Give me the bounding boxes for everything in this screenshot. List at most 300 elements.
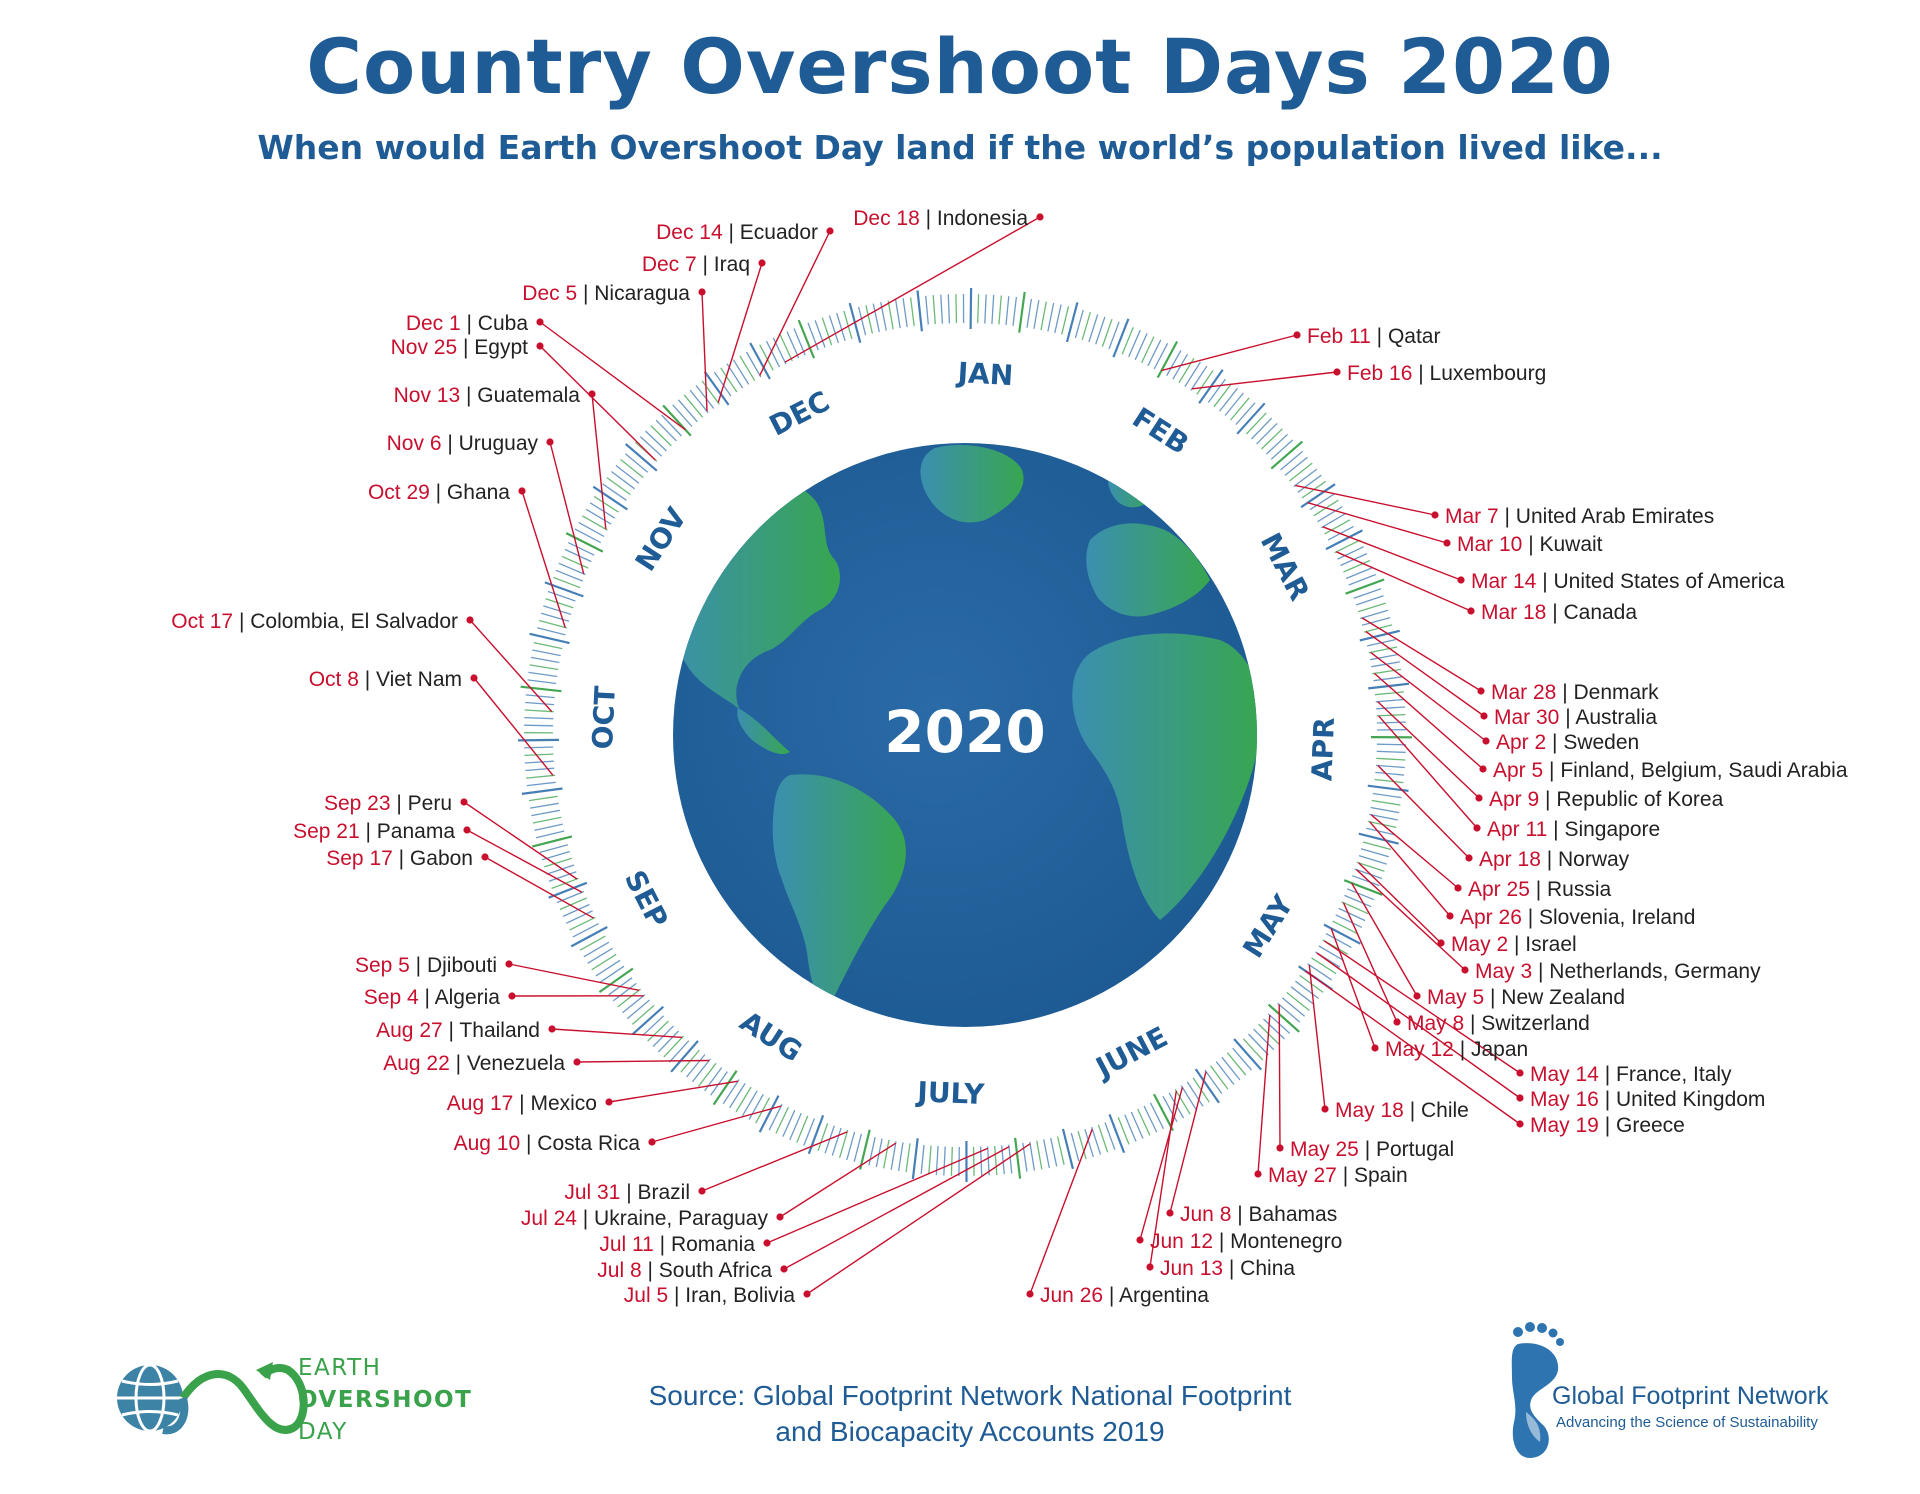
day-tick xyxy=(1376,758,1405,760)
day-tick xyxy=(1098,1125,1107,1153)
source-line-1: Source: Global Footprint Network National Footprint xyxy=(648,1380,1292,1411)
leader-dot xyxy=(1516,1069,1523,1076)
leader-dot xyxy=(1276,1144,1283,1151)
entry-label xyxy=(1530,1063,1732,1086)
entry-date: May 8 xyxy=(1407,1012,1465,1035)
entry-country: | Ukraine, Paraguay xyxy=(576,1207,768,1230)
entry-date: Jul 31 xyxy=(564,1181,621,1204)
entry-country: | Luxembourg xyxy=(1412,362,1547,385)
entry-date: Mar 10 xyxy=(1457,533,1523,556)
day-tick xyxy=(530,803,559,808)
leader-dot xyxy=(463,826,470,833)
day-tick xyxy=(651,426,672,446)
leader-dot xyxy=(508,992,515,999)
country-entry xyxy=(1307,325,1440,348)
entry-date: Nov 6 xyxy=(386,432,442,455)
entry-label xyxy=(391,336,529,359)
day-tick xyxy=(1167,351,1181,376)
day-tick xyxy=(693,1059,711,1082)
country-entry xyxy=(454,1132,641,1155)
country-entry xyxy=(1040,1284,1209,1307)
day-tick xyxy=(1357,862,1385,871)
day-tick xyxy=(656,420,676,441)
day-tick xyxy=(1376,707,1405,709)
day-tick xyxy=(646,431,667,451)
country-entry xyxy=(1491,681,1659,704)
entry-label xyxy=(564,1181,690,1204)
day-tick xyxy=(1034,300,1039,329)
entry-label xyxy=(1475,960,1761,983)
day-tick xyxy=(684,395,703,417)
day-tick xyxy=(596,960,620,976)
entry-date: Mar 14 xyxy=(1471,570,1537,593)
day-tick xyxy=(547,865,575,874)
country-entry xyxy=(1479,848,1630,871)
day-tick xyxy=(747,352,761,377)
country-entry xyxy=(1335,1099,1469,1122)
leader-dot xyxy=(758,259,765,266)
entry-label xyxy=(1427,986,1625,1009)
month-label-jan: JAN xyxy=(956,356,1015,393)
day-tick xyxy=(527,782,556,785)
entry-date: Nov 25 xyxy=(390,336,458,359)
entry-label xyxy=(1268,1164,1408,1187)
day-tick xyxy=(832,1128,841,1156)
day-tick xyxy=(1154,1094,1173,1130)
entry-country: | Argentina xyxy=(1103,1284,1209,1307)
entry-country: | Venezuela xyxy=(449,1052,565,1075)
leader-dot xyxy=(1146,1263,1153,1270)
leader-dot xyxy=(573,1058,580,1065)
country-entry xyxy=(324,792,452,815)
entry-country: | Costa Rica xyxy=(520,1132,640,1155)
day-tick xyxy=(603,484,627,501)
entry-date: Aug 22 xyxy=(383,1052,450,1075)
day-tick xyxy=(1102,319,1112,346)
day-tick xyxy=(926,296,929,325)
entry-label xyxy=(599,1233,755,1256)
leader-dot xyxy=(1475,794,1482,801)
day-tick xyxy=(854,1134,861,1162)
entry-date: Sep 21 xyxy=(293,820,360,843)
entry-date: Oct 8 xyxy=(308,668,359,691)
leader-dot xyxy=(1467,607,1474,614)
day-tick xyxy=(1249,1034,1269,1055)
entry-country: | Finland, Belgium, Saudi Arabia xyxy=(1543,759,1848,782)
day-tick xyxy=(532,650,560,656)
gfn-tagline: Advancing the Science of Sustainability xyxy=(1556,1414,1818,1431)
day-tick xyxy=(911,297,915,326)
day-tick xyxy=(1377,744,1406,745)
day-tick xyxy=(1225,393,1243,416)
day-tick xyxy=(1110,1114,1125,1152)
day-tick xyxy=(1013,297,1016,326)
day-tick xyxy=(1358,603,1386,612)
day-tick xyxy=(534,643,562,649)
day-tick xyxy=(1264,1019,1285,1039)
entry-label xyxy=(406,312,529,335)
day-tick xyxy=(1062,306,1069,334)
day-tick xyxy=(869,1137,875,1165)
entry-country: | Republic of Korea xyxy=(1539,788,1724,811)
entry-country: | Slovenia, Ireland xyxy=(1521,906,1696,929)
day-tick xyxy=(1376,700,1405,702)
day-tick xyxy=(1113,319,1128,357)
country-entry xyxy=(597,1259,772,1282)
day-tick xyxy=(1295,981,1318,998)
leader-dot xyxy=(1473,824,1480,831)
entry-label xyxy=(1457,533,1603,556)
leader-dot xyxy=(1446,912,1453,919)
entry-country: | Iraq xyxy=(696,253,750,276)
day-tick xyxy=(531,657,560,662)
entry-label xyxy=(376,1019,540,1042)
leader-dot xyxy=(826,227,833,234)
leader-line xyxy=(470,620,552,712)
entry-date: Jul 11 xyxy=(599,1233,654,1256)
day-tick xyxy=(1055,305,1061,333)
entry-label xyxy=(355,954,497,977)
day-tick xyxy=(632,1005,654,1024)
entry-label xyxy=(853,207,1028,230)
day-tick xyxy=(1089,314,1098,342)
leader-dot xyxy=(1443,539,1450,546)
day-tick xyxy=(1148,340,1161,366)
entry-country: | Norway xyxy=(1540,848,1630,871)
day-tick xyxy=(592,954,617,970)
leader-dot xyxy=(1454,884,1461,891)
entry-label xyxy=(1530,1088,1765,1111)
leader-line xyxy=(1161,335,1297,371)
country-entry xyxy=(391,336,529,359)
entry-label xyxy=(293,820,455,843)
day-tick xyxy=(545,582,584,596)
day-tick xyxy=(1361,849,1389,857)
leader-line xyxy=(1331,928,1375,1048)
entry-date: May 12 xyxy=(1385,1038,1454,1061)
entry-date: Apr 11 xyxy=(1487,818,1548,841)
leader-dot xyxy=(466,616,473,623)
entry-label xyxy=(454,1132,641,1155)
leader-dot xyxy=(460,798,467,805)
day-tick xyxy=(1359,856,1387,865)
entry-label xyxy=(1489,788,1724,811)
month-label-june: JUNE xyxy=(1090,1020,1174,1085)
entry-label xyxy=(447,1092,597,1115)
day-tick xyxy=(1375,780,1404,783)
entry-country: | Panama xyxy=(359,820,455,843)
entry-date: Apr 18 xyxy=(1479,848,1541,871)
day-tick xyxy=(1096,317,1105,345)
day-tick xyxy=(884,1140,889,1169)
day-tick xyxy=(522,789,563,794)
entry-country: | Switzerland xyxy=(1464,1012,1590,1035)
entry-country: | Gabon xyxy=(392,847,473,870)
leader-dot xyxy=(698,288,705,295)
day-tick xyxy=(699,1063,717,1086)
entry-label xyxy=(1481,601,1637,624)
day-tick xyxy=(1375,692,1404,695)
entry-country: | Qatar xyxy=(1370,325,1441,348)
entry-date: Sep 5 xyxy=(354,954,410,977)
day-tick xyxy=(584,942,609,957)
country-entry xyxy=(1407,1012,1590,1035)
day-tick xyxy=(1214,384,1232,407)
day-tick xyxy=(664,1036,684,1057)
entry-date: Aug 17 xyxy=(446,1092,514,1115)
day-tick xyxy=(529,796,558,800)
day-tick xyxy=(743,1091,758,1116)
leader-dot xyxy=(1254,1170,1261,1177)
day-tick xyxy=(1281,451,1303,470)
entry-date: Dec 5 xyxy=(522,282,578,305)
entry-date: Mar 18 xyxy=(1481,601,1547,624)
country-entry xyxy=(522,282,690,305)
entry-date: Dec 7 xyxy=(641,253,697,276)
day-tick xyxy=(525,768,554,770)
leader-dot xyxy=(518,487,525,494)
day-tick xyxy=(1041,302,1046,331)
day-tick xyxy=(642,1016,663,1036)
day-tick xyxy=(899,1142,903,1171)
day-tick xyxy=(1375,772,1404,775)
entry-date: Dec 18 xyxy=(853,207,920,230)
country-entry xyxy=(1427,986,1625,1009)
entry-label xyxy=(394,384,581,407)
day-tick xyxy=(546,599,574,608)
entry-label xyxy=(656,221,818,244)
entry-country: | Kuwait xyxy=(1522,533,1603,556)
entry-label xyxy=(364,986,501,1009)
country-entry xyxy=(1347,362,1546,385)
country-entry xyxy=(1481,601,1637,624)
day-tick xyxy=(1175,1089,1190,1114)
leader-dot xyxy=(1413,992,1420,999)
day-tick xyxy=(521,687,562,692)
entry-label xyxy=(309,668,462,691)
entry-country: | Egypt xyxy=(457,336,528,359)
day-tick xyxy=(929,1146,931,1175)
day-tick xyxy=(1282,998,1304,1017)
day-tick xyxy=(1019,292,1024,333)
entry-label xyxy=(1530,1114,1685,1137)
day-tick xyxy=(1373,794,1402,798)
day-tick xyxy=(1254,1029,1274,1050)
day-tick xyxy=(1312,958,1336,974)
day-tick xyxy=(1058,1137,1065,1165)
day-tick xyxy=(1220,388,1238,411)
day-tick xyxy=(760,1096,779,1133)
entry-date: Jun 26 xyxy=(1040,1284,1104,1307)
day-tick xyxy=(525,754,554,755)
leader-dot xyxy=(1482,737,1489,744)
country-entry xyxy=(376,1019,540,1042)
entry-label xyxy=(324,792,452,815)
entry-country: | Sweden xyxy=(1546,731,1640,754)
day-tick xyxy=(1266,434,1287,454)
entry-country: | Bahamas xyxy=(1231,1203,1338,1226)
leader-line xyxy=(784,1147,1009,1269)
country-entry xyxy=(1150,1230,1342,1253)
leader-dot xyxy=(1136,1236,1143,1243)
logo-line-earth: EARTH xyxy=(298,1355,382,1381)
day-tick xyxy=(1211,1066,1228,1089)
entry-country: | Australia xyxy=(1559,706,1658,729)
day-tick xyxy=(1369,647,1397,653)
day-tick xyxy=(524,747,553,748)
day-tick xyxy=(906,1143,910,1172)
gfn-name: Global Footprint Network xyxy=(1552,1382,1829,1410)
country-entry xyxy=(1487,818,1660,841)
leader-line xyxy=(522,491,565,628)
entry-label xyxy=(1493,759,1848,782)
entry-country: | United States of America xyxy=(1536,570,1785,593)
entry-country: | Cuba xyxy=(460,312,528,335)
day-tick xyxy=(749,1094,763,1119)
day-tick xyxy=(1075,310,1083,338)
month-label-oct: OCT xyxy=(585,685,622,751)
month-label-may: MAY xyxy=(1236,889,1301,964)
entry-label xyxy=(171,610,458,633)
country-entry xyxy=(1489,788,1724,811)
day-tick xyxy=(951,1147,952,1176)
day-tick xyxy=(974,1147,975,1176)
day-tick xyxy=(1262,429,1283,449)
day-tick xyxy=(1285,457,1308,475)
day-tick xyxy=(837,313,845,341)
day-tick xyxy=(760,345,774,371)
entry-date: May 25 xyxy=(1290,1138,1359,1161)
day-tick xyxy=(1371,808,1400,813)
entry-country: | Indonesia xyxy=(919,207,1028,230)
center-year-label: 2020 xyxy=(884,698,1046,766)
day-tick xyxy=(696,386,714,409)
day-tick xyxy=(859,307,866,335)
month-label-sep: SEP xyxy=(617,864,675,934)
leader-dot xyxy=(1516,1120,1523,1127)
day-tick xyxy=(526,695,555,698)
day-tick xyxy=(579,522,604,536)
entry-label xyxy=(1160,1257,1295,1280)
day-tick xyxy=(944,1147,945,1176)
day-tick xyxy=(1015,1138,1020,1179)
entry-date: Oct 17 xyxy=(171,610,234,633)
leader-line xyxy=(1352,883,1417,996)
day-tick xyxy=(829,315,838,343)
entry-label xyxy=(1307,325,1440,348)
leader-dot xyxy=(1457,576,1464,583)
day-tick xyxy=(1027,299,1031,328)
day-tick xyxy=(740,356,755,381)
entry-label xyxy=(1460,906,1695,929)
entry-label xyxy=(1445,505,1714,528)
day-tick xyxy=(529,672,558,676)
entry-country: | Canada xyxy=(1546,601,1638,624)
entry-country: | Nicaragua xyxy=(577,282,690,305)
leader-line xyxy=(807,1144,1030,1294)
day-tick xyxy=(736,1087,751,1112)
entry-date: Dec 1 xyxy=(405,312,461,335)
entry-country: | South Africa xyxy=(641,1259,772,1282)
leader-line xyxy=(552,1029,682,1037)
entry-country: | Algeria xyxy=(418,986,500,1009)
day-tick xyxy=(600,966,624,982)
country-entry xyxy=(1530,1114,1685,1137)
entry-label xyxy=(1150,1230,1342,1253)
leader-line xyxy=(1371,815,1458,888)
country-entry xyxy=(1493,759,1848,782)
entry-date: Feb 11 xyxy=(1307,325,1371,348)
day-tick xyxy=(536,831,564,838)
entry-date: May 14 xyxy=(1530,1063,1599,1086)
leader-dot xyxy=(1293,331,1300,338)
country-entry xyxy=(1290,1138,1454,1161)
country-entry xyxy=(387,432,539,455)
leader-line xyxy=(1366,632,1484,716)
entry-date: Aug 10 xyxy=(453,1132,521,1155)
entry-country: | Spain xyxy=(1336,1164,1408,1187)
day-tick xyxy=(1294,469,1317,487)
country-entry xyxy=(364,986,501,1009)
day-tick xyxy=(640,437,661,457)
day-tick xyxy=(1158,342,1177,378)
day-tick xyxy=(525,761,554,763)
entry-label xyxy=(1496,731,1639,754)
country-entry xyxy=(1471,570,1785,593)
country-entry xyxy=(1496,731,1639,754)
country-entry xyxy=(293,820,455,843)
entry-date: Dec 14 xyxy=(656,221,723,244)
country-entry xyxy=(171,610,458,633)
entry-date: May 27 xyxy=(1268,1164,1337,1187)
entry-date: Mar 28 xyxy=(1491,681,1557,704)
leader-dot xyxy=(1036,213,1043,220)
country-entry xyxy=(383,1052,565,1075)
entry-country: | United Kingdom xyxy=(1598,1088,1766,1111)
day-tick xyxy=(530,634,570,643)
month-label-apr: APR xyxy=(1305,716,1341,782)
entry-country: | Iran, Bolivia xyxy=(668,1284,795,1307)
day-tick xyxy=(873,304,879,332)
entry-date: May 18 xyxy=(1335,1099,1404,1122)
day-tick xyxy=(866,305,873,333)
day-tick xyxy=(1246,413,1266,434)
entry-date: Apr 26 xyxy=(1460,906,1522,929)
country-entry xyxy=(1180,1203,1337,1226)
leader-line xyxy=(760,231,830,375)
entry-label xyxy=(1494,706,1657,729)
leader-dot xyxy=(698,1187,705,1194)
day-tick xyxy=(896,300,901,329)
entry-country: | New Zealand xyxy=(1484,986,1626,1009)
entry-date: Oct 29 xyxy=(367,481,430,504)
day-tick xyxy=(543,606,571,615)
day-tick xyxy=(1216,1062,1234,1085)
leader-line xyxy=(652,1106,781,1142)
entry-country: | Netherlands, Germany xyxy=(1532,960,1761,983)
day-tick xyxy=(678,400,697,422)
day-tick xyxy=(1346,580,1385,594)
day-tick xyxy=(594,496,618,512)
entry-country: | Montenegro xyxy=(1213,1230,1343,1253)
month-label-aug: AUG xyxy=(734,1004,808,1069)
day-tick xyxy=(1355,869,1382,879)
entry-label xyxy=(1290,1138,1454,1161)
leader-line xyxy=(474,678,553,775)
day-tick xyxy=(992,295,994,324)
day-tick xyxy=(1289,463,1312,481)
day-tick xyxy=(1271,440,1293,459)
